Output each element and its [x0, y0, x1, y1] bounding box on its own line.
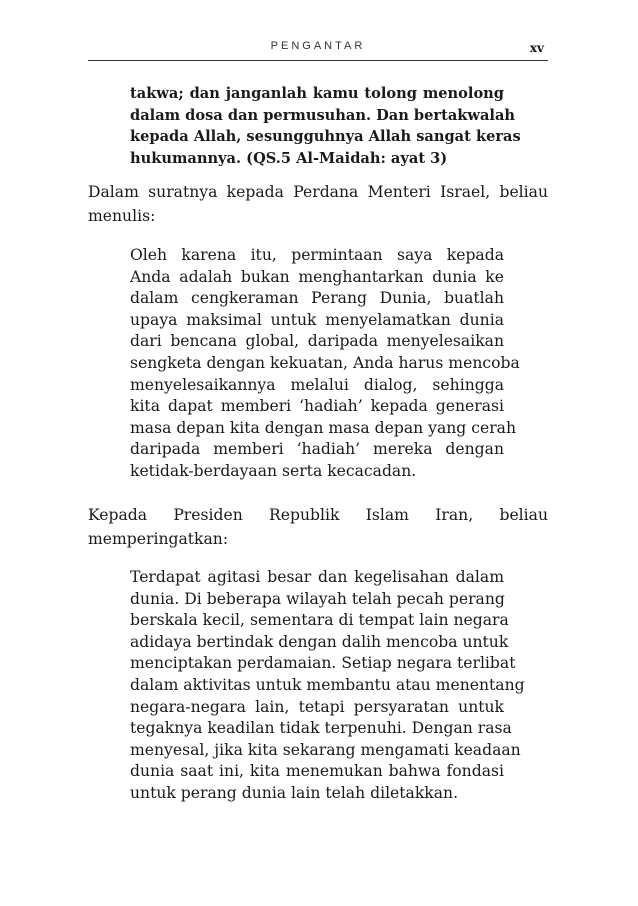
paragraph-israel [88, 180, 548, 228]
quote-line: dunia. Di beberapa wilayah telah pecah perang [130, 589, 505, 608]
quote-line: berskala kecil, sementara di tempat lain negara [130, 611, 509, 630]
quote-line: Oleh karena itu, permintaan saya kepada [130, 246, 504, 264]
paragraph-line: Dalam suratnya kepada Perdana Menteri Israel, beliau [88, 183, 548, 201]
quote-line: Terdapat agitasi besar dan kegelisahan dalam [130, 568, 504, 586]
quote-line: menyesal, jika kita sekarang mengamati keadaan [130, 740, 521, 759]
quote-line: dari bencana global, daripada menyelesaikan [130, 332, 504, 351]
quote-line: negara-negara lain, tetapi persyaratan untuk [130, 697, 504, 716]
quote-line: masa depan kita dengan masa depan yang cerah [130, 418, 516, 437]
quote-line: takwa; dan janganlah kamu tolong menolong [130, 85, 504, 102]
quote-letter-israel [130, 245, 520, 483]
quote-line: tegaknya keadilan tidak terpenuhi. Dengan rasa [130, 719, 512, 738]
header-rule [88, 60, 548, 61]
page-header [88, 40, 548, 60]
quote-line: upaya maksimal untuk menyelamatkan dunia [130, 310, 504, 329]
quote-letter-iran [130, 567, 525, 805]
quote-quran [130, 83, 521, 169]
quote-line: menciptakan perdamaian. Setiap negara terlibat [130, 654, 516, 673]
quote-line: adidaya bertindak dengan dalih mencoba untuk [130, 632, 509, 651]
quote-line: Anda adalah bukan menghantarkan dunia ke [130, 267, 504, 286]
page-number: xv [529, 41, 544, 55]
quote-line: menyelesaikannya melalui dialog, sehingga [130, 375, 504, 394]
quote-line: sengketa dengan kekuatan, Anda harus mencoba [130, 353, 520, 372]
quote-line: dunia saat ini, kita menemukan bahwa fondasi [130, 762, 504, 781]
quote-line: ketidak-berdayaan serta kecacadan. [130, 461, 417, 480]
paragraph-line: menulis: [88, 207, 156, 225]
quote-line: kita dapat memberi ‘hadiah’ kepada generasi [130, 397, 504, 416]
quote-line: daripada memberi ‘hadiah’ mereka dengan [130, 440, 504, 459]
running-title: PENGANTAR [270, 40, 366, 52]
quote-line: dalam dosa dan permusuhan. Dan bertakwalah [130, 106, 516, 124]
quote-line: dalam aktivitas untuk membantu atau menentang [130, 675, 525, 694]
paragraph-line: Kepada Presiden Republik Islam Iran, beliau [88, 506, 548, 524]
quote-line: hukumannya. (QS.5 Al-Maidah: ayat 3) [130, 149, 448, 167]
paragraph-iran [88, 503, 548, 551]
quote-line: kepada Allah, sesungguhnya Allah sangat keras [130, 128, 521, 146]
quote-line: dalam cengkeraman Perang Dunia, buatlah [130, 289, 504, 308]
paragraph-line: memperingatkan: [88, 530, 229, 548]
quote-line: untuk perang dunia lain telah diletakkan. [130, 783, 459, 802]
